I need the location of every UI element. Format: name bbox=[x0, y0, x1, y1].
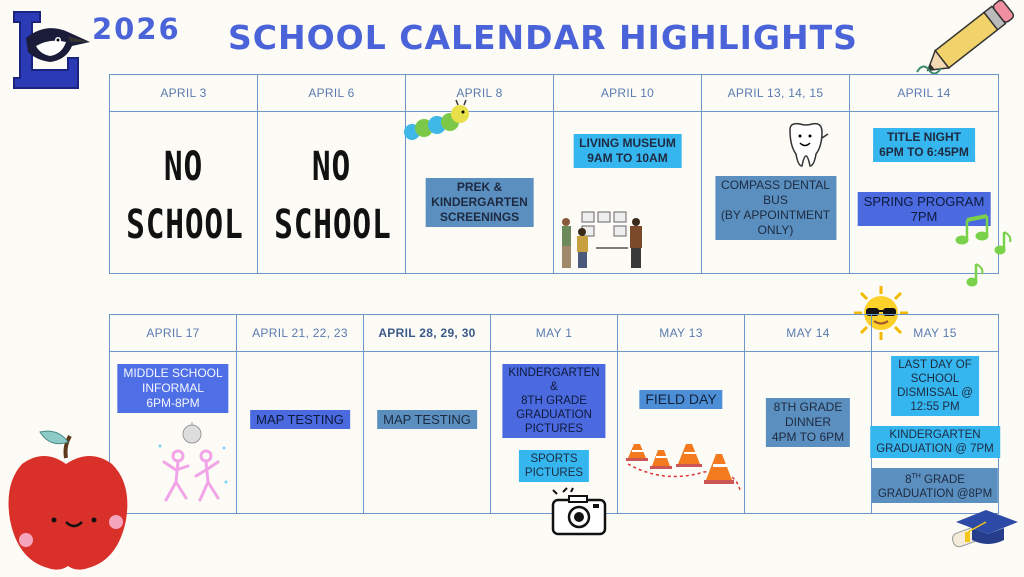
day-cell-april-6 bbox=[258, 112, 406, 274]
event-tag-8th-grade-dinner: 8TH GRADE DINNER 4PM TO 6PM bbox=[766, 398, 850, 447]
event-tag-kindergarten-graduation: KINDERGARTEN GRADUATION @ 7PM bbox=[870, 426, 1000, 458]
day-cell-may-13 bbox=[618, 352, 745, 514]
caterpillar-icon bbox=[402, 100, 472, 146]
event-tag-sports-pictures: SPORTS PICTURES bbox=[519, 450, 589, 482]
event-tag-dental-bus: COMPASS DENTAL BUS (BY APPOINTMENT ONLY) bbox=[715, 176, 836, 240]
date-header: APRIL 8 bbox=[406, 75, 554, 112]
tooth-icon bbox=[782, 120, 830, 172]
traffic-cones-icon bbox=[624, 424, 742, 506]
no-school-text: NO SCHOOL bbox=[126, 144, 244, 248]
day-cell-april-21-23 bbox=[237, 352, 364, 514]
year-label: 2026 bbox=[92, 12, 181, 46]
date-header: APRIL 17 bbox=[110, 315, 237, 352]
date-header: APRIL 10 bbox=[554, 75, 702, 112]
day-cell-april-28-30 bbox=[364, 352, 491, 514]
event-tag-map-testing: MAP TESTING bbox=[377, 410, 477, 429]
date-header: MAY 15 bbox=[872, 315, 999, 352]
event-tag-title-night: TITLE NIGHT 6PM TO 6:45PM bbox=[873, 128, 975, 162]
day-cell-may-15 bbox=[872, 352, 999, 514]
date-header: APRIL 21, 22, 23 bbox=[237, 315, 364, 352]
event-tag-8th-grade-graduation: 8TH GRADE GRADUATION @8PM bbox=[872, 468, 998, 503]
date-header: APRIL 13, 14, 15 bbox=[702, 75, 850, 112]
date-header: MAY 13 bbox=[618, 315, 745, 352]
event-tag-middle-school-informal: MIDDLE SCHOOL INFORMAL 6PM-8PM bbox=[117, 364, 228, 413]
date-header: APRIL 3 bbox=[110, 75, 258, 112]
calendar-row-2 bbox=[109, 314, 999, 514]
graduation-cap-icon bbox=[948, 498, 1020, 560]
day-cell-april-10 bbox=[554, 112, 702, 274]
date-header: MAY 14 bbox=[745, 315, 872, 352]
event-tag-living-museum: LIVING MUSEUM 9AM TO 10AM bbox=[573, 134, 682, 168]
disco-dancers-icon bbox=[156, 422, 232, 514]
event-tag-field-day: FIELD DAY bbox=[639, 390, 722, 409]
day-cell-april-3 bbox=[110, 112, 258, 274]
museum-visitors-icon bbox=[558, 208, 648, 274]
day-cell-may-1 bbox=[491, 352, 618, 514]
day-cell-april-13-15 bbox=[702, 112, 850, 274]
apple-icon bbox=[4, 428, 132, 574]
school-logo bbox=[6, 8, 98, 94]
day-cell-may-14 bbox=[745, 352, 872, 514]
day-cell-april-8 bbox=[406, 112, 554, 274]
no-school-text: NO SCHOOL bbox=[274, 144, 392, 248]
event-tag-last-day: LAST DAY OF SCHOOL DISMISSAL @ 12:55 PM bbox=[891, 356, 979, 416]
event-tag-kindergarten-pictures: KINDERGARTEN & 8TH GRADE GRADUATION PICTURES bbox=[502, 364, 605, 438]
page-title: SCHOOL CALENDAR HIGHLIGHTS bbox=[228, 18, 858, 57]
date-header: APRIL 6 bbox=[258, 75, 406, 112]
music-notes-icon bbox=[952, 214, 1018, 290]
calendar-row-1 bbox=[109, 74, 999, 274]
date-header: APRIL 28, 29, 30 bbox=[364, 315, 491, 352]
camera-icon bbox=[549, 488, 609, 538]
event-tag-spring-program: SPRING PROGRAM 7PM bbox=[858, 192, 991, 226]
date-header: MAY 1 bbox=[491, 315, 618, 352]
date-header: APRIL 14 bbox=[850, 75, 999, 112]
event-tag-screenings: PREK & KINDERGARTEN SCREENINGS bbox=[425, 178, 534, 227]
event-tag-map-testing: MAP TESTING bbox=[250, 410, 350, 429]
